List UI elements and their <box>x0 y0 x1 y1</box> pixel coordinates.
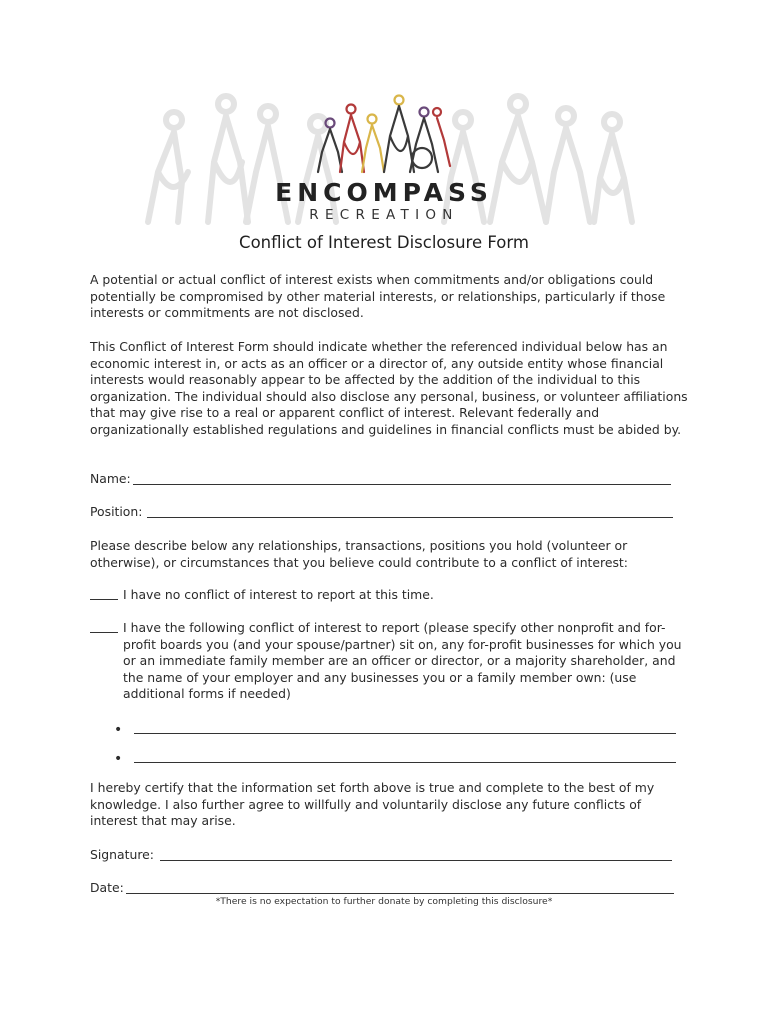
signature-field-row <box>90 847 154 863</box>
no-conflict-label: I have no conflict of interest to report at this time. <box>123 587 434 602</box>
has-conflict-option[interactable] <box>90 620 690 706</box>
date-field-row <box>90 880 124 896</box>
conflict-entry-2[interactable] <box>114 752 680 766</box>
conflict-entry-1[interactable] <box>114 723 680 737</box>
name-field-row <box>90 471 131 487</box>
logo-name: ENCOMPASS <box>275 178 493 207</box>
signature-input-line[interactable] <box>160 860 672 861</box>
has-conflict-checkbox-line[interactable] <box>90 632 118 633</box>
no-conflict-checkbox-line[interactable] <box>90 599 118 600</box>
name-label: Name: <box>90 471 131 486</box>
position-field-row <box>90 504 142 520</box>
has-conflict-label: I have the following conflict of interest to report (please specify other nonprofit and for-profit boards you (and your spouse/partner) sit on, any for-profit businesses for which you or an immediate family member are an officer or director, or a majority shareholder, and the name of your employer and any businesses you or a family member own: (use additional forms if needed) <box>123 620 682 701</box>
date-label: Date: <box>90 880 124 895</box>
brand-figures <box>318 96 450 173</box>
name-input-line[interactable] <box>133 484 671 485</box>
date-input-line[interactable] <box>126 893 674 894</box>
bullet-icon: • <box>114 751 123 767</box>
position-label: Position: <box>90 504 143 519</box>
position-input-line[interactable] <box>147 517 673 518</box>
footnote: *There is no expectation to further donate by completing this disclosure* <box>215 896 553 907</box>
description-paragraph: This Conflict of Interest Form should indicate whether the referenced individual below has an economic interest in, or acts as an officer or a director of, any outside entity whose financial interests would reasonably appear to be affected by the addition of the individual to this organization. The individual should also disclose any personal, business, or volunteer affiliations that may give rise to a real or apparent conflict of interest. Relevant federally and organizationally established regulations and guidelines in financial conflicts must be abided by. <box>90 339 688 437</box>
form-title: Conflict of Interest Disclosure Form <box>239 233 529 252</box>
signature-label: Signature: <box>90 847 154 862</box>
conflict-entry-line[interactable] <box>134 733 676 734</box>
logo-tagline: RECREATION <box>309 207 459 223</box>
bullet-icon: • <box>114 722 123 738</box>
intro-paragraph: A potential or actual conflict of interest exists when commitments and/or obligations could potentially be compromised by other material interests, or relationships, particularly if those interests or commitments are not disclosed. <box>90 272 666 320</box>
instructions-paragraph: Please describe below any relationships, transactions, positions you hold (volunteer or otherwise), or circumstances that you believe could contribute to a conflict of interest: <box>90 538 628 570</box>
conflict-entry-line[interactable] <box>134 762 676 763</box>
no-conflict-option[interactable] <box>90 587 690 605</box>
certification-paragraph: I hereby certify that the information set forth above is true and complete to the best of my knowledge. I also further agree to willfully and voluntarily disclose any future conflicts of interest that may arise. <box>90 780 655 828</box>
